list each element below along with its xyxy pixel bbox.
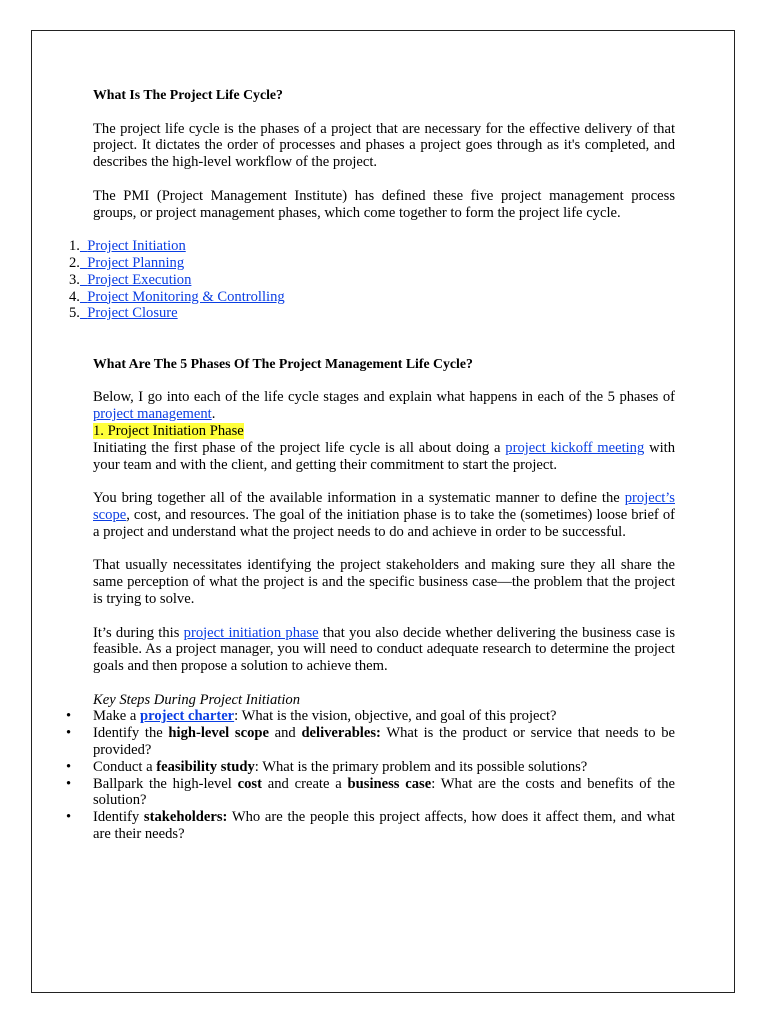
list-item: 2. Project Planning	[69, 254, 185, 271]
link-project-closure[interactable]: Project Closure	[87, 305, 178, 322]
bullet-icon: •	[66, 708, 72, 725]
initiation-phase-heading: 1. Project Initiation Phase	[93, 422, 244, 439]
bullet-icon: •	[66, 775, 72, 792]
bullet-icon: •	[66, 725, 72, 742]
link-project-charter[interactable]: project charter	[140, 708, 235, 725]
paragraph-feasibility: It’s during this project initiation phase that you also decide whether delivering the business case is feasible. As a project manager, you will need to conduct adequate research to determine the project goals and then propose a solution to achieve them.	[93, 624, 675, 675]
phases-list	[69, 238, 675, 322]
paragraph-scope: You bring together all of the available information in a systematic manner to define the project’s scope, cost, and resources. The goal of the initiation phase is to take the (sometimes) loose brief of a project and understand what the project needs to do and achieve in order to be successful.	[93, 490, 675, 540]
link-initiation-phase[interactable]: project initiation phase	[183, 624, 319, 641]
link-project-management[interactable]: project management	[93, 406, 212, 423]
list-item: 4. Project Monitoring & Controlling	[69, 288, 285, 305]
link-project-execution[interactable]: Project Execution	[87, 271, 192, 288]
list-item: 3. Project Execution	[69, 271, 192, 288]
key-steps-title: Key Steps During Project Initiation	[93, 691, 300, 708]
paragraph-stakeholders: That usually necessitates identifying the project stakeholders and making sure they all share the same perception of what the project is and the specific business case—the problem that the project is trying to solve.	[93, 557, 675, 607]
bullet-icon: •	[66, 809, 72, 826]
paragraph-pmi: The PMI (Project Management Institute) has defined these five project management process groups, or project management phases, which come together to form the project life cycle.	[93, 187, 675, 221]
list-item: • Identify stakeholders: Who are the people this project affects, how does it affect them, and what are their needs?	[66, 809, 675, 843]
list-item: 5. Project Closure	[69, 305, 178, 322]
paragraph-below: Below, I go into each of the life cycle stages and explain what happens in each of the 5 phases of project management.	[93, 389, 675, 423]
link-kickoff-meeting[interactable]: project kickoff meeting	[505, 439, 645, 456]
list-item: • Make a project charter: What is the vision, objective, and goal of this project?	[66, 708, 557, 725]
document-body	[66, 87, 676, 843]
list-item: • Ballpark the high-level cost and create a business case: What are the costs and benefits of the solution?	[66, 775, 676, 809]
key-steps-list	[66, 708, 676, 843]
bullet-icon: •	[66, 758, 72, 775]
link-project-initiation[interactable]: Project Initiation	[87, 238, 186, 255]
link-project-planning[interactable]: Project Planning	[87, 254, 185, 271]
link-project-monitoring[interactable]: Project Monitoring & Controlling	[87, 288, 285, 305]
list-item: 1. Project Initiation	[69, 238, 186, 255]
paragraph-life-cycle-definition: The project life cycle is the phases of a project that are necessary for the effective delivery of that project. It dictates the order of processes and phases a project goes through as it's completed, and describes the high-level workflow of the project.	[93, 120, 675, 171]
list-item: • Conduct a feasibility study: What is the primary problem and its possible solutions?	[66, 758, 588, 775]
link-project-scope[interactable]: project’s scope	[93, 490, 675, 523]
paragraph-initiating: Initiating the first phase of the project life cycle is all about doing a project kickoff meeting with your team and with the client, and getting their commitment to start the project.	[93, 439, 676, 473]
heading-project-life-cycle: What Is The Project Life Cycle?	[93, 87, 283, 102]
list-item: • Identify the high-level scope and deliverables: What is the product or service that needs to be provided?	[66, 725, 676, 759]
heading-five-phases: What Are The 5 Phases Of The Project Management Life Cycle?	[93, 355, 473, 371]
